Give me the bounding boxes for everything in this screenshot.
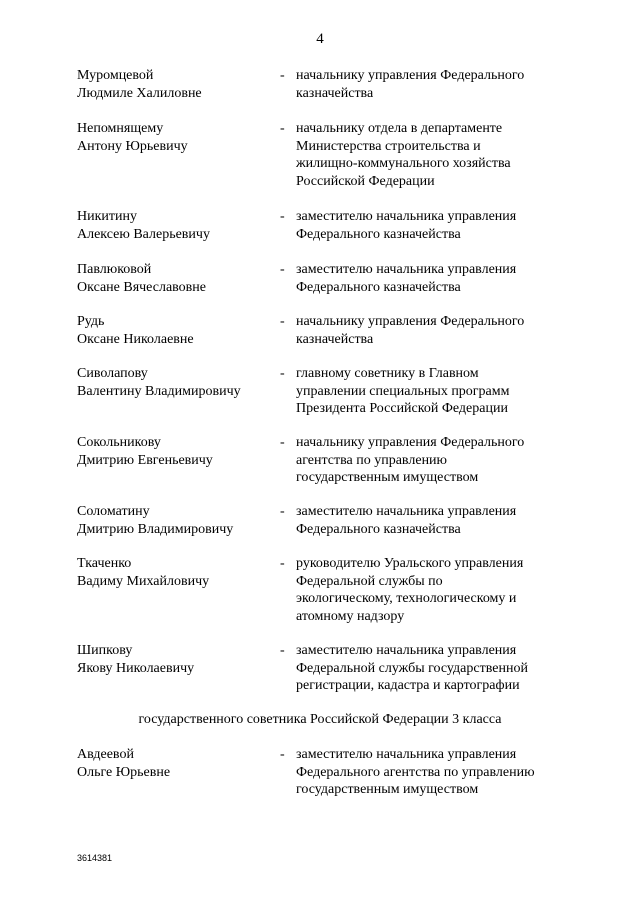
name-line: Оксане Вячеславовне bbox=[77, 279, 206, 295]
position-line: Федерального казначейства bbox=[296, 521, 461, 537]
dash-separator: - bbox=[280, 504, 285, 519]
name-line: Павлюковой bbox=[77, 262, 152, 277]
person-name bbox=[77, 313, 277, 348]
dash-separator: - bbox=[280, 747, 285, 762]
name-line: Оксане Николаевне bbox=[77, 331, 194, 347]
dash-separator: - bbox=[280, 68, 285, 83]
person-name bbox=[77, 746, 277, 781]
name-line: Шипкову bbox=[77, 643, 133, 658]
person-name bbox=[77, 67, 277, 102]
name-line: Рудь bbox=[77, 314, 105, 329]
document-code: 3614381 bbox=[77, 853, 113, 863]
position-line: государственным имуществом bbox=[296, 470, 479, 485]
name-line: Алексею Валерьевичу bbox=[77, 226, 210, 242]
position-title bbox=[296, 67, 596, 102]
name-line: Якову Николаевичу bbox=[77, 660, 195, 676]
position-title bbox=[296, 365, 596, 418]
position-title bbox=[296, 313, 596, 348]
position-title bbox=[296, 503, 596, 538]
dash-separator: - bbox=[280, 209, 285, 224]
position-line: Федеральной службы государственной bbox=[296, 660, 528, 676]
name-line: Сокольникову bbox=[77, 435, 161, 450]
position-line: заместителю начальника управления bbox=[296, 262, 517, 277]
dash-separator: - bbox=[280, 556, 285, 571]
position-line: начальнику управления Федерального bbox=[296, 435, 525, 450]
name-line: Дмитрию Евгеньевичу bbox=[77, 452, 213, 468]
position-line: главному советнику в Главном bbox=[296, 366, 479, 381]
name-line: Валентину Владимировичу bbox=[77, 383, 241, 399]
position-title bbox=[296, 642, 596, 695]
name-line: Ольге Юрьевне bbox=[77, 764, 171, 780]
dash-separator: - bbox=[280, 435, 285, 450]
position-line: заместителю начальника управления bbox=[296, 504, 517, 519]
page-number: 4 bbox=[316, 31, 324, 47]
position-line: Федеральной службы по bbox=[296, 573, 443, 589]
position-line: начальнику отдела в департаменте bbox=[296, 121, 503, 136]
position-line: экологическому, технологическому и bbox=[296, 591, 517, 606]
position-line: агентства по управлению bbox=[296, 452, 448, 468]
dash-separator: - bbox=[280, 314, 285, 329]
dash-separator: - bbox=[280, 643, 285, 658]
position-line: начальнику управления Федерального bbox=[296, 68, 525, 83]
position-title bbox=[296, 434, 596, 487]
position-line: регистрации, кадастра и картографии bbox=[296, 678, 520, 693]
person-name bbox=[77, 555, 277, 590]
position-line: заместителю начальника управления bbox=[296, 643, 517, 658]
position-title bbox=[296, 208, 596, 243]
position-line: Российской Федерации bbox=[296, 173, 435, 189]
dash-separator: - bbox=[280, 262, 285, 277]
position-line: Министерства строительства и bbox=[296, 138, 481, 154]
position-line: Президента Российской Федерации bbox=[296, 401, 508, 416]
position-title bbox=[296, 555, 596, 625]
person-name bbox=[77, 120, 277, 155]
name-line: Муромцевой bbox=[77, 68, 154, 83]
position-title bbox=[296, 261, 596, 296]
person-name bbox=[77, 208, 277, 243]
position-line: Федерального агентства по управлению bbox=[296, 764, 535, 780]
name-line: Людмиле Халиловне bbox=[77, 85, 202, 101]
name-line: Соломатину bbox=[77, 504, 150, 519]
position-line: казначейства bbox=[296, 85, 374, 101]
dash-separator: - bbox=[280, 366, 285, 381]
position-line: Федерального казначейства bbox=[296, 226, 461, 242]
position-line: заместителю начальника управления bbox=[296, 209, 517, 224]
name-line: Антону Юрьевичу bbox=[77, 138, 188, 154]
person-name bbox=[77, 365, 277, 400]
person-name bbox=[77, 642, 277, 677]
position-line: государственным имуществом bbox=[296, 782, 479, 797]
person-name bbox=[77, 434, 277, 469]
dash-separator: - bbox=[280, 121, 285, 136]
section-heading: государственного советника Российской Федерации 3 класса bbox=[138, 712, 502, 727]
position-title bbox=[296, 746, 596, 799]
position-line: управлении специальных программ bbox=[296, 383, 510, 399]
position-line: жилищно-коммунального хозяйства bbox=[296, 156, 511, 171]
name-line: Сиволапову bbox=[77, 366, 148, 381]
name-line: Авдеевой bbox=[77, 747, 134, 762]
name-line: Ткаченко bbox=[77, 556, 132, 571]
name-line: Никитину bbox=[77, 209, 137, 224]
position-line: руководителю Уральского управления bbox=[296, 556, 524, 571]
position-line: заместителю начальника управления bbox=[296, 747, 517, 762]
person-name bbox=[77, 261, 277, 296]
position-title bbox=[296, 120, 596, 190]
position-line: казначейства bbox=[296, 331, 374, 347]
position-line: Федерального казначейства bbox=[296, 279, 461, 295]
person-name bbox=[77, 503, 277, 538]
name-line: Непомнящему bbox=[77, 121, 164, 136]
position-line: начальнику управления Федерального bbox=[296, 314, 525, 329]
name-line: Вадиму Михайловичу bbox=[77, 573, 210, 589]
position-line: атомному надзору bbox=[296, 608, 405, 624]
name-line: Дмитрию Владимировичу bbox=[77, 521, 234, 537]
